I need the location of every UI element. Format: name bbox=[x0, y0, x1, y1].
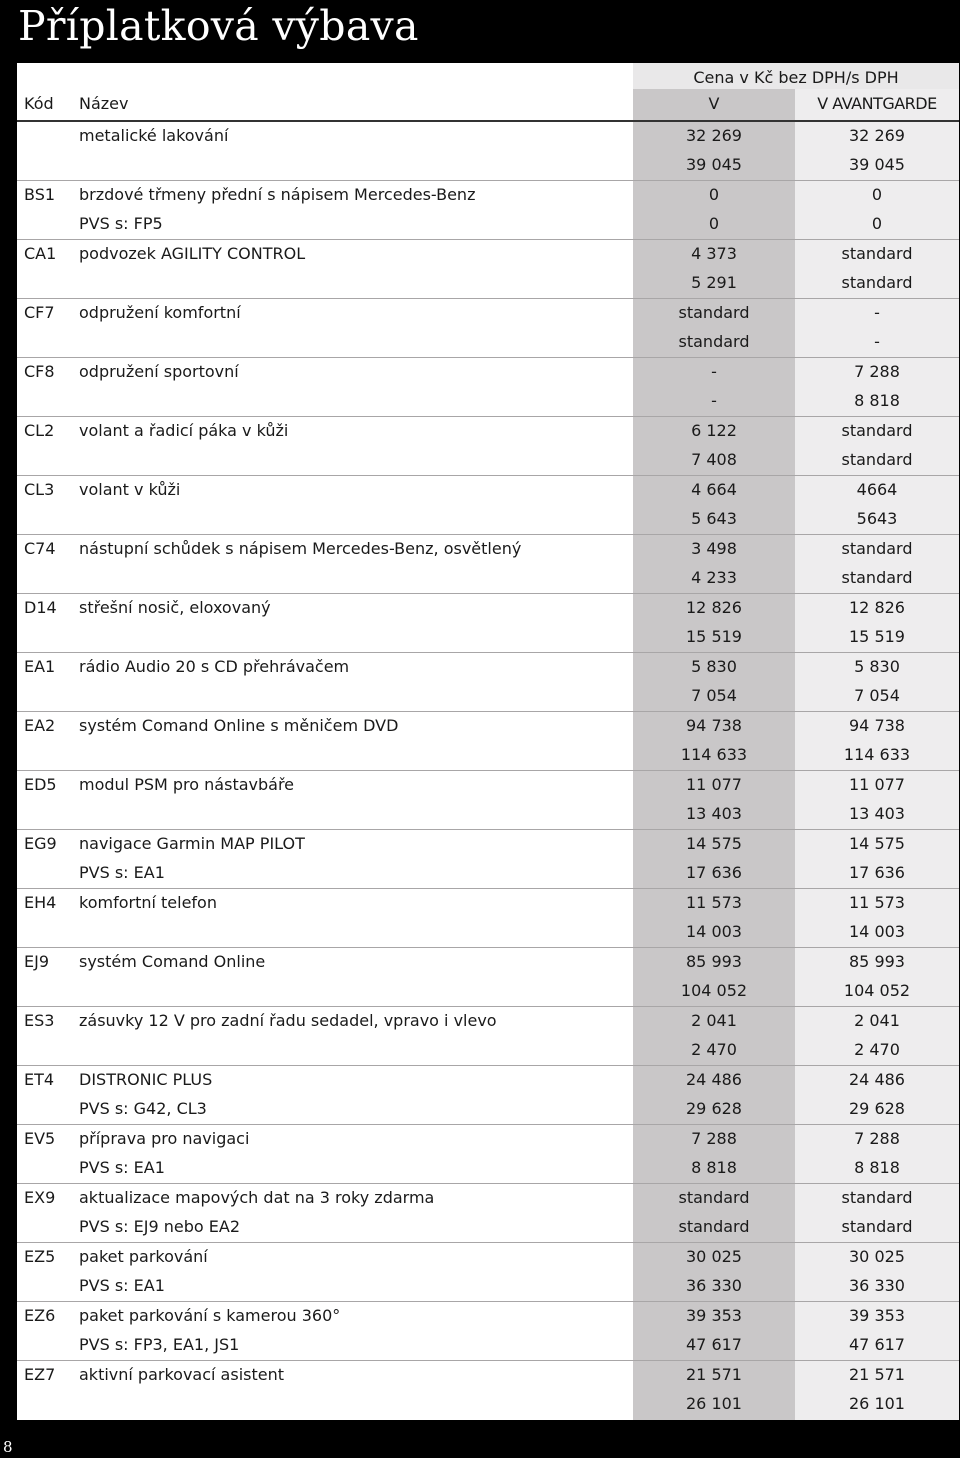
price-v-gross: 29 628 bbox=[686, 1099, 742, 1118]
price-avantgarde-gross: standard bbox=[841, 1217, 913, 1236]
option-name: odpružení komfortní bbox=[79, 303, 241, 322]
price-avantgarde-gross: 47 617 bbox=[849, 1335, 905, 1354]
option-name: metalické lakování bbox=[79, 126, 229, 145]
price-v-net: 30 025 bbox=[686, 1247, 742, 1266]
option-name: systém Comand Online s měničem DVD bbox=[79, 716, 399, 735]
price-v-net: standard bbox=[678, 303, 750, 322]
option-name: aktivní parkovací asistent bbox=[79, 1365, 285, 1384]
table-row bbox=[17, 1302, 959, 1361]
option-requirement: PVS s: G42, CL3 bbox=[79, 1099, 207, 1118]
table-row bbox=[17, 830, 959, 889]
price-v-net: 3 498 bbox=[691, 539, 737, 558]
price-avantgarde-net: 5 830 bbox=[854, 657, 900, 676]
price-v-gross: 114 633 bbox=[680, 745, 748, 764]
price-avantgarde-gross: standard bbox=[841, 568, 913, 587]
option-name: podvozek AGILITY CONTROL bbox=[79, 244, 306, 263]
option-code: D14 bbox=[24, 598, 57, 617]
option-code: EG9 bbox=[24, 834, 57, 853]
price-avantgarde-gross: 17 636 bbox=[849, 863, 905, 882]
price-avantgarde-net: 11 573 bbox=[849, 893, 905, 912]
price-v-net: 85 993 bbox=[686, 952, 742, 971]
price-v-gross: 14 003 bbox=[686, 922, 742, 941]
price-v-gross: 15 519 bbox=[686, 627, 742, 646]
option-name: systém Comand Online bbox=[79, 952, 266, 971]
table-row bbox=[17, 535, 959, 594]
price-header: Cena v Kč bez DPH/s DPH bbox=[633, 63, 959, 89]
option-name: komfortní telefon bbox=[79, 893, 217, 912]
option-code: ET4 bbox=[24, 1070, 55, 1089]
option-code: ES3 bbox=[24, 1011, 55, 1030]
page-number: 8 bbox=[3, 1438, 13, 1456]
price-v-net: 4 373 bbox=[691, 244, 737, 263]
price-v-gross: - bbox=[711, 391, 717, 410]
price-v-net: 24 486 bbox=[686, 1070, 742, 1089]
table-row bbox=[17, 1007, 959, 1066]
price-avantgarde-gross: 8 818 bbox=[854, 1158, 900, 1177]
price-v-gross: 7 054 bbox=[691, 686, 737, 705]
table-row bbox=[17, 889, 959, 948]
price-v-gross: 7 408 bbox=[691, 450, 737, 469]
option-name: rádio Audio 20 s CD přehrávačem bbox=[79, 657, 350, 676]
option-name: aktualizace mapových dat na 3 roky zdarma bbox=[79, 1188, 435, 1207]
price-v-gross: 8 818 bbox=[691, 1158, 737, 1177]
price-v-net: standard bbox=[678, 1188, 750, 1207]
option-name: volant v kůži bbox=[79, 480, 181, 499]
price-v-net: 12 826 bbox=[686, 598, 742, 617]
price-v-gross: 47 617 bbox=[686, 1335, 742, 1354]
table-row bbox=[17, 1361, 959, 1420]
price-v-gross: standard bbox=[678, 1217, 750, 1236]
price-avantgarde-gross: 26 101 bbox=[849, 1394, 905, 1413]
option-code: BS1 bbox=[24, 185, 56, 204]
price-avantgarde-net: 2 041 bbox=[854, 1011, 900, 1030]
option-code: CL2 bbox=[24, 421, 55, 440]
option-code: EZ7 bbox=[24, 1365, 56, 1384]
price-avantgarde-net: - bbox=[874, 303, 880, 322]
option-code: EH4 bbox=[24, 893, 57, 912]
option-code: ED5 bbox=[24, 775, 57, 794]
option-name: střešní nosič, eloxovaný bbox=[79, 598, 271, 617]
option-name: volant a řadicí páka v kůži bbox=[79, 421, 289, 440]
header-name: Název bbox=[79, 94, 129, 113]
page-title: Příplatková výbava bbox=[18, 2, 419, 50]
price-avantgarde-net: 94 738 bbox=[849, 716, 905, 735]
price-avantgarde-gross: 7 054 bbox=[854, 686, 900, 705]
price-avantgarde-net: 32 269 bbox=[849, 126, 905, 145]
price-v-net: 94 738 bbox=[686, 716, 742, 735]
price-v-gross: 104 052 bbox=[680, 981, 748, 1000]
option-name: nástupní schůdek s nápisem Mercedes-Benz, osvětlený bbox=[79, 539, 522, 558]
price-v-gross: 2 470 bbox=[691, 1040, 737, 1059]
price-v-net: 14 575 bbox=[686, 834, 742, 853]
table-row bbox=[17, 948, 959, 1007]
table-row bbox=[17, 1066, 959, 1125]
table-row bbox=[17, 653, 959, 712]
price-v-net: 7 288 bbox=[691, 1129, 737, 1148]
header-v-avantgarde: V AVANTGARDE bbox=[817, 94, 937, 113]
price-v-net: - bbox=[711, 362, 717, 381]
price-avantgarde-gross: 2 470 bbox=[854, 1040, 900, 1059]
price-avantgarde-net: 12 826 bbox=[849, 598, 905, 617]
option-requirement: PVS s: EA1 bbox=[79, 1276, 165, 1295]
price-v-net: 11 573 bbox=[686, 893, 742, 912]
option-code: EA2 bbox=[24, 716, 56, 735]
option-name: zásuvky 12 V pro zadní řadu sedadel, vpravo i vlevo bbox=[79, 1011, 497, 1030]
option-name: odpružení sportovní bbox=[79, 362, 239, 381]
table-row bbox=[17, 417, 959, 476]
price-avantgarde-gross: 8 818 bbox=[854, 391, 900, 410]
price-avantgarde-net: 85 993 bbox=[849, 952, 905, 971]
price-avantgarde-net: 0 bbox=[871, 185, 883, 204]
option-name: brzdové třmeny přední s nápisem Mercedes-Benz bbox=[79, 185, 476, 204]
table-row bbox=[17, 122, 959, 181]
price-v-gross: 39 045 bbox=[686, 155, 742, 174]
option-name: příprava pro navigaci bbox=[79, 1129, 250, 1148]
option-code: EV5 bbox=[24, 1129, 56, 1148]
price-v-gross: 5 291 bbox=[691, 273, 737, 292]
option-code: EJ9 bbox=[24, 952, 50, 971]
price-avantgarde-net: 24 486 bbox=[849, 1070, 905, 1089]
price-v-gross: standard bbox=[678, 332, 750, 351]
price-avantgarde-net: standard bbox=[841, 539, 913, 558]
price-avantgarde-net: 39 353 bbox=[849, 1306, 905, 1325]
price-v-net: 4 664 bbox=[691, 480, 737, 499]
price-v-gross: 5 643 bbox=[691, 509, 737, 528]
price-avantgarde-net: 30 025 bbox=[849, 1247, 905, 1266]
option-code: CF7 bbox=[24, 303, 55, 322]
option-code: CF8 bbox=[24, 362, 55, 381]
price-avantgarde-gross: 15 519 bbox=[849, 627, 905, 646]
table-row bbox=[17, 771, 959, 830]
price-avantgarde-gross: 114 633 bbox=[843, 745, 911, 764]
table-row bbox=[17, 476, 959, 535]
price-avantgarde-gross: 5643 bbox=[856, 509, 898, 528]
option-requirement: PVS s: FP5 bbox=[79, 214, 163, 233]
price-v-gross: 4 233 bbox=[691, 568, 737, 587]
price-v-gross: 0 bbox=[708, 214, 720, 233]
price-v-gross: 26 101 bbox=[686, 1394, 742, 1413]
price-avantgarde-net: 14 575 bbox=[849, 834, 905, 853]
price-v-net: 21 571 bbox=[686, 1365, 742, 1384]
price-avantgarde-gross: 0 bbox=[871, 214, 883, 233]
option-name: paket parkování s kamerou 360° bbox=[79, 1306, 341, 1325]
price-v-gross: 36 330 bbox=[686, 1276, 742, 1295]
price-v-net: 6 122 bbox=[691, 421, 737, 440]
option-name: paket parkování bbox=[79, 1247, 208, 1266]
price-avantgarde-net: 4664 bbox=[856, 480, 898, 499]
table-row bbox=[17, 712, 959, 771]
table-row bbox=[17, 1243, 959, 1302]
price-v-net: 32 269 bbox=[686, 126, 742, 145]
option-requirement: PVS s: EA1 bbox=[79, 863, 165, 882]
price-avantgarde-gross: 39 045 bbox=[849, 155, 905, 174]
price-avantgarde-gross: 36 330 bbox=[849, 1276, 905, 1295]
price-avantgarde-gross: - bbox=[874, 332, 880, 351]
table-row bbox=[17, 358, 959, 417]
price-avantgarde-net: 7 288 bbox=[854, 1129, 900, 1148]
table-row bbox=[17, 240, 959, 299]
table-row bbox=[17, 594, 959, 653]
table-row bbox=[17, 1184, 959, 1243]
price-avantgarde-net: standard bbox=[841, 421, 913, 440]
price-v-net: 0 bbox=[708, 185, 720, 204]
option-code: CL3 bbox=[24, 480, 55, 499]
price-v-net: 39 353 bbox=[686, 1306, 742, 1325]
option-requirement: PVS s: EJ9 nebo EA2 bbox=[79, 1217, 240, 1236]
price-avantgarde-gross: 14 003 bbox=[849, 922, 905, 941]
option-requirement: PVS s: FP3, EA1, JS1 bbox=[79, 1335, 240, 1354]
price-v-net: 2 041 bbox=[691, 1011, 737, 1030]
option-name: DISTRONIC PLUS bbox=[79, 1070, 213, 1089]
price-avantgarde-net: standard bbox=[841, 1188, 913, 1207]
price-avantgarde-net: 21 571 bbox=[849, 1365, 905, 1384]
option-code: EZ5 bbox=[24, 1247, 56, 1266]
option-code: EZ6 bbox=[24, 1306, 56, 1325]
price-v-net: 11 077 bbox=[686, 775, 742, 794]
table-row bbox=[17, 1125, 959, 1184]
option-code: EA1 bbox=[24, 657, 56, 676]
option-code: C74 bbox=[24, 539, 56, 558]
price-avantgarde-gross: 104 052 bbox=[843, 981, 911, 1000]
price-avantgarde-net: 7 288 bbox=[854, 362, 900, 381]
price-avantgarde-gross: standard bbox=[841, 273, 913, 292]
price-v-gross: 13 403 bbox=[686, 804, 742, 823]
price-table bbox=[17, 63, 959, 1420]
price-avantgarde-net: 11 077 bbox=[849, 775, 905, 794]
price-avantgarde-gross: 29 628 bbox=[849, 1099, 905, 1118]
price-v-net: 5 830 bbox=[691, 657, 737, 676]
price-avantgarde-net: standard bbox=[841, 244, 913, 263]
price-avantgarde-gross: standard bbox=[841, 450, 913, 469]
header-v: V bbox=[708, 94, 720, 113]
option-code: EX9 bbox=[24, 1188, 56, 1207]
table-body bbox=[17, 122, 959, 1420]
price-v-gross: 17 636 bbox=[686, 863, 742, 882]
price-avantgarde-gross: 13 403 bbox=[849, 804, 905, 823]
header-code: Kód bbox=[24, 94, 54, 113]
option-requirement: PVS s: EA1 bbox=[79, 1158, 165, 1177]
option-code: CA1 bbox=[24, 244, 57, 263]
table-row bbox=[17, 299, 959, 358]
option-name: navigace Garmin MAP PILOT bbox=[79, 834, 305, 853]
option-name: modul PSM pro nástavbáře bbox=[79, 775, 295, 794]
table-row bbox=[17, 181, 959, 240]
